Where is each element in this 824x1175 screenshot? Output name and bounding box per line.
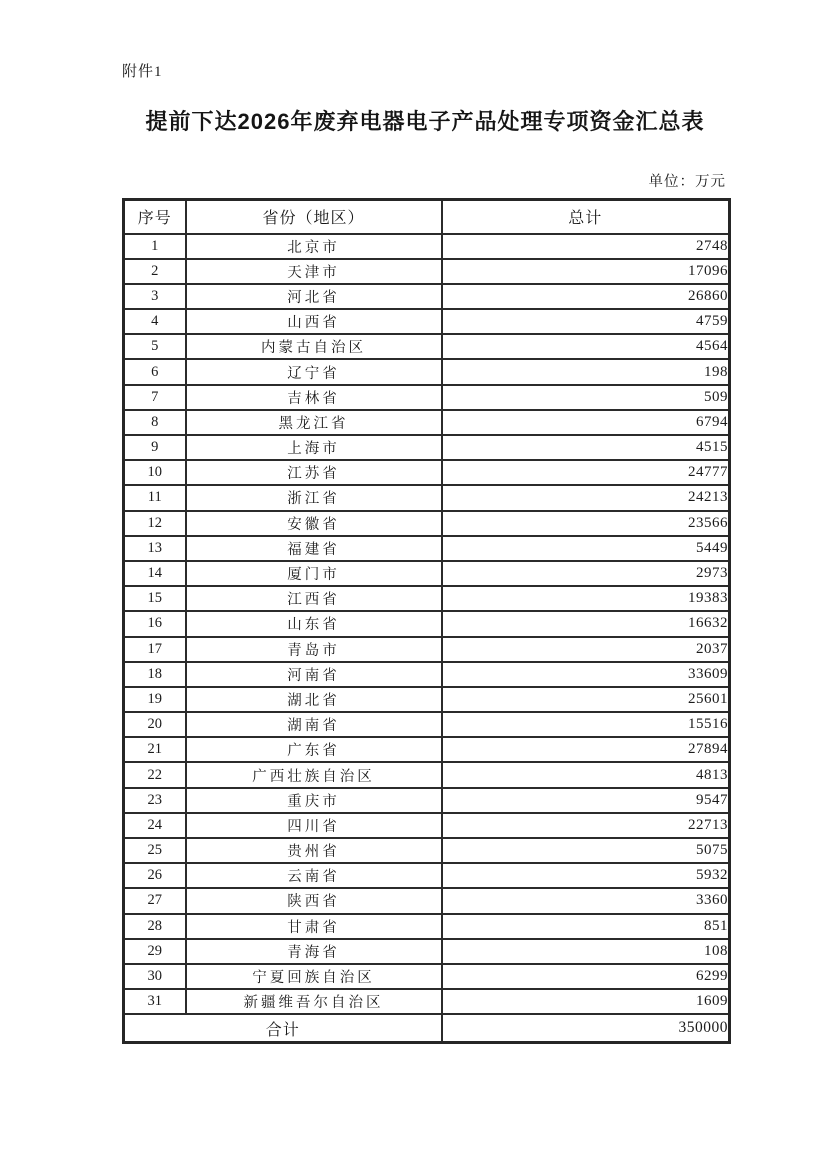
unit-label: 单位：万元 (648, 174, 726, 190)
row-province-cell: 内蒙古自治区 (186, 334, 442, 359)
row-total-cell: 9547 (442, 788, 730, 813)
table-row (124, 914, 730, 939)
row-index-cell: 22 (124, 762, 186, 787)
row-province-cell: 天津市 (186, 259, 442, 284)
table-row (124, 687, 730, 712)
row-total-cell: 4813 (442, 762, 730, 787)
row-province-cell: 黑龙江省 (186, 410, 442, 435)
row-province-cell: 甘肃省 (186, 914, 442, 939)
table-row (124, 385, 730, 410)
table-row (124, 536, 730, 561)
attachment-label: 附件1 (122, 64, 163, 80)
row-index-cell: 18 (124, 662, 186, 687)
row-total-cell: 16632 (442, 611, 730, 636)
row-province-cell: 上海市 (186, 435, 442, 460)
row-province-cell: 安徽省 (186, 511, 442, 536)
row-index-cell: 6 (124, 359, 186, 384)
row-total-cell: 6794 (442, 410, 730, 435)
table-row (124, 989, 730, 1014)
row-province-cell: 青岛市 (186, 637, 442, 662)
row-province-cell: 山西省 (186, 309, 442, 334)
footer-total-value: 350000 (442, 1014, 730, 1042)
row-total-cell: 2748 (442, 234, 730, 259)
row-index-cell: 28 (124, 914, 186, 939)
row-province-cell: 陕西省 (186, 888, 442, 913)
row-index-cell: 23 (124, 788, 186, 813)
table-row (124, 334, 730, 359)
row-index-cell: 8 (124, 410, 186, 435)
row-total-cell: 5449 (442, 536, 730, 561)
table-row (124, 788, 730, 813)
table-row (124, 586, 730, 611)
table-row (124, 284, 730, 309)
table-row (124, 662, 730, 687)
row-province-cell: 重庆市 (186, 788, 442, 813)
table-row (124, 359, 730, 384)
row-province-cell: 河南省 (186, 662, 442, 687)
row-total-cell: 23566 (442, 511, 730, 536)
row-index-cell: 9 (124, 435, 186, 460)
table-row (124, 762, 730, 787)
row-province-cell: 广西壮族自治区 (186, 762, 442, 787)
row-index-cell: 27 (124, 888, 186, 913)
table-row (124, 637, 730, 662)
table-row (124, 863, 730, 888)
summary-table (122, 198, 731, 1044)
table-row (124, 964, 730, 989)
footer-total-label: 合计 (124, 1014, 442, 1042)
row-province-cell: 云南省 (186, 863, 442, 888)
table-row (124, 309, 730, 334)
row-province-cell: 福建省 (186, 536, 442, 561)
row-index-cell: 25 (124, 838, 186, 863)
row-index-cell: 19 (124, 687, 186, 712)
row-total-cell: 1609 (442, 989, 730, 1014)
column-header-province: 省份（地区） (186, 200, 442, 234)
row-province-cell: 辽宁省 (186, 359, 442, 384)
table-header-row (124, 200, 730, 234)
table-row (124, 561, 730, 586)
row-index-cell: 15 (124, 586, 186, 611)
row-index-cell: 21 (124, 737, 186, 762)
row-total-cell: 19383 (442, 586, 730, 611)
row-index-cell: 20 (124, 712, 186, 737)
row-index-cell: 14 (124, 561, 186, 586)
row-index-cell: 1 (124, 234, 186, 259)
row-province-cell: 湖南省 (186, 712, 442, 737)
table-row (124, 511, 730, 536)
column-header-index: 序号 (124, 200, 186, 234)
row-total-cell: 27894 (442, 737, 730, 762)
table-row (124, 234, 730, 259)
row-index-cell: 7 (124, 385, 186, 410)
table-row (124, 813, 730, 838)
row-province-cell: 山东省 (186, 611, 442, 636)
row-index-cell: 16 (124, 611, 186, 636)
table-footer-row (124, 1014, 730, 1042)
row-province-cell: 厦门市 (186, 561, 442, 586)
row-total-cell: 3360 (442, 888, 730, 913)
row-province-cell: 浙江省 (186, 485, 442, 510)
row-index-cell: 2 (124, 259, 186, 284)
table-row (124, 460, 730, 485)
row-total-cell: 198 (442, 359, 730, 384)
row-index-cell: 4 (124, 309, 186, 334)
row-index-cell: 13 (124, 536, 186, 561)
row-province-cell: 贵州省 (186, 838, 442, 863)
table-row (124, 737, 730, 762)
row-index-cell: 30 (124, 964, 186, 989)
row-index-cell: 17 (124, 637, 186, 662)
table-row (124, 435, 730, 460)
row-total-cell: 5932 (442, 863, 730, 888)
table-row (124, 838, 730, 863)
row-total-cell: 26860 (442, 284, 730, 309)
page-title: 提前下达2026年废弃电器电子产品处理专项资金汇总表 (145, 109, 705, 134)
table-row (124, 485, 730, 510)
row-total-cell: 17096 (442, 259, 730, 284)
row-total-cell: 2973 (442, 561, 730, 586)
row-province-cell: 江苏省 (186, 460, 442, 485)
row-index-cell: 31 (124, 989, 186, 1014)
document-content (122, 0, 728, 1044)
table-row (124, 410, 730, 435)
row-index-cell: 5 (124, 334, 186, 359)
row-province-cell: 宁夏回族自治区 (186, 964, 442, 989)
row-province-cell: 北京市 (186, 234, 442, 259)
row-province-cell: 新疆维吾尔自治区 (186, 989, 442, 1014)
table-row (124, 259, 730, 284)
row-total-cell: 509 (442, 385, 730, 410)
table-row (124, 611, 730, 636)
row-province-cell: 青海省 (186, 939, 442, 964)
row-total-cell: 4759 (442, 309, 730, 334)
row-index-cell: 12 (124, 511, 186, 536)
row-province-cell: 吉林省 (186, 385, 442, 410)
table-row (124, 888, 730, 913)
row-total-cell: 15516 (442, 712, 730, 737)
row-index-cell: 29 (124, 939, 186, 964)
table-body (124, 234, 730, 1015)
row-total-cell: 108 (442, 939, 730, 964)
row-index-cell: 3 (124, 284, 186, 309)
row-total-cell: 4515 (442, 435, 730, 460)
row-total-cell: 24213 (442, 485, 730, 510)
table-row (124, 712, 730, 737)
row-total-cell: 24777 (442, 460, 730, 485)
row-province-cell: 四川省 (186, 813, 442, 838)
row-total-cell: 22713 (442, 813, 730, 838)
row-total-cell: 4564 (442, 334, 730, 359)
row-index-cell: 10 (124, 460, 186, 485)
row-province-cell: 河北省 (186, 284, 442, 309)
row-total-cell: 2037 (442, 637, 730, 662)
row-index-cell: 11 (124, 485, 186, 510)
row-province-cell: 湖北省 (186, 687, 442, 712)
row-province-cell: 江西省 (186, 586, 442, 611)
table-row (124, 939, 730, 964)
row-total-cell: 5075 (442, 838, 730, 863)
row-total-cell: 25601 (442, 687, 730, 712)
row-index-cell: 26 (124, 863, 186, 888)
row-province-cell: 广东省 (186, 737, 442, 762)
row-total-cell: 6299 (442, 964, 730, 989)
row-total-cell: 33609 (442, 662, 730, 687)
row-total-cell: 851 (442, 914, 730, 939)
column-header-total: 总计 (442, 200, 730, 234)
row-index-cell: 24 (124, 813, 186, 838)
